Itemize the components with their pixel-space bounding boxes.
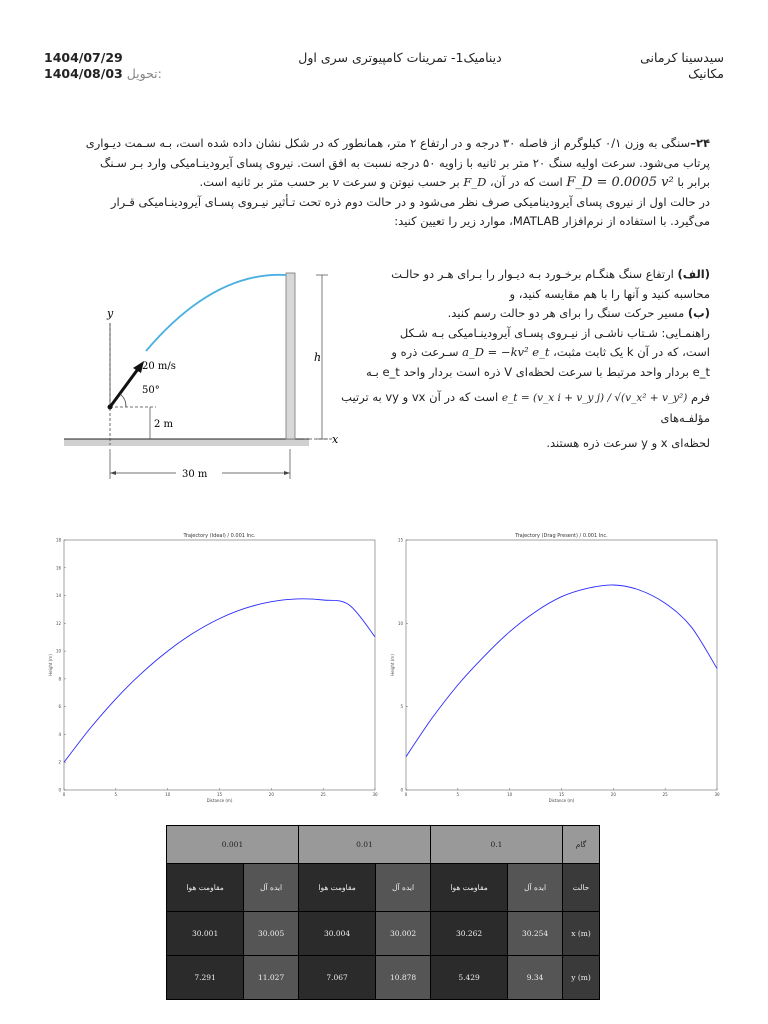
header-subject: مکانیک: [688, 66, 724, 81]
problem-number: ۲۴–: [690, 136, 710, 150]
header-due-date: 1404/08/03: [44, 66, 123, 81]
x-tick-label: 5: [114, 792, 118, 797]
header-due: [44, 66, 162, 81]
case-label: حالت: [563, 864, 600, 912]
header-course: دینامیک1- تمرینات کامپیوتری سری اول: [298, 50, 502, 65]
y-tick-label: 0: [400, 787, 403, 793]
label-x: x: [332, 433, 339, 446]
y-axis-label: Height (m): [48, 654, 53, 676]
case-ideal-2: ایده آل: [376, 864, 431, 912]
y-tick-label: 12: [55, 620, 61, 626]
y-tick-label: 16: [55, 565, 61, 571]
problem-statement: ۲۴–سنگی به وزن ۰/۱ کیلوگرم از فاصله ۳۰ درجه و در ارتفاع ۲ متر، همانطور که در شکل نشان داده شده است، بـه سـمت دیـواری پرتاب می‌شود. سرعت اولیه سنگ ۲۰ متر بر ثانیه با زاویه ۵۰ درجه نسبت به افق است. نیروی پسای آیرودینـامیکی وارد بـر سـنگ برابر با F_D = 0.0005 v² است که در آن، F_D بر حسب نیوتن و سرعت v بر حسب متر بر ثانیه است. در حالت اول از نیروی پسای آیرودینامیکی صرف نظر می‌شود و در حالت دوم ذره تحت تـأثیر نیـروی پسـای آیرودینـامیکی قـرار می‌گیرد. با استفاده از نرم‌افزار MATLAB، موارد زیر را تعیین کنید:: [85, 136, 710, 228]
x-tick-label: 25: [320, 792, 326, 797]
y-tick-label: 2: [58, 759, 61, 765]
case-drag-2: مقاومت هوا: [298, 864, 375, 912]
case-ideal-1: ایده آل: [244, 864, 299, 912]
plot-frame: [64, 540, 375, 790]
x-tick-label: 10: [165, 792, 171, 797]
label-angle: 50°: [142, 385, 160, 396]
table-row: 30.001 30.005 30.004 30.002 30.262 30.254 x (m): [167, 912, 600, 956]
label-height: 2 m: [154, 419, 174, 430]
x-tick-label: 30: [372, 792, 378, 797]
wall: [286, 273, 295, 439]
y-tick-label: 15: [397, 537, 403, 543]
y-axis-label: Height (m): [390, 654, 395, 676]
problem-parts: (الف) ارتفاع سنگ هنگـام برخـورد بـه دیـوار را بـرای هـر دو حالـت محاسبه کنید و آنها را با هم مقایسه کنید، و (ب) مسیر حرکت سنگ را برای هر دو حالت رسم کنید. راهنمـایی: شـتاب ناشـی از نیـروی پسـای آیرودینـامیکی بـه شـکل است، که در آن k یک ثابت مثبت، a_D = −kv² e_t سـرعت ذره و e_t بردار واحد مرتبط با سرعت لحظه‌ای V ذره است بردار واحد e_t بـه فرم e_t = (v_x i + v_y j) / √(v_x² + v_y²) است که در آن vx و vy به ترتیب مؤلفـه‌های لحظه‌ای x و y سرعت ذره هستند.: [341, 267, 710, 450]
case-drag-1: مقاومت هوا: [167, 864, 244, 912]
x-tick-label: 25: [662, 792, 668, 797]
label-h: h: [314, 351, 322, 364]
y-tick-label: 4: [58, 731, 61, 737]
problem-figure: [64, 265, 340, 490]
y-tick-label: 8: [58, 676, 61, 682]
x-tick-label: 0: [404, 792, 408, 797]
header-due-label: تحویل:: [126, 66, 162, 81]
case-drag-3: مقاومت هوا: [430, 864, 507, 912]
header-author: سیدسینا کرمانی: [640, 50, 724, 65]
x-tick-label: 15: [558, 792, 565, 797]
step-header-1: 0.001: [167, 826, 299, 864]
label-y: y: [107, 307, 114, 320]
results-table: [166, 825, 600, 1000]
y-tick-label: 14: [55, 593, 61, 599]
y-tick-label: 0: [58, 787, 61, 793]
x-tick-label: 20: [610, 792, 616, 797]
ground: [64, 439, 309, 446]
table-row: 7.291 11.027 7.067 10.878 5.429 9.34 y (m): [167, 956, 600, 1000]
chart-ideal: [44, 528, 379, 808]
unit-vector-formula: e_t = (v_x i + v_y j) / √(v_x² + v_y²): [501, 392, 688, 404]
step-header-3: 0.1: [430, 826, 562, 864]
plot-frame: [406, 540, 717, 790]
case-ideal-3: ایده آل: [508, 864, 563, 912]
step-header-2: 0.01: [298, 826, 430, 864]
x-tick-label: 10: [507, 792, 513, 797]
y-tick-label: 10: [55, 648, 61, 654]
y-tick-label: 10: [397, 620, 403, 626]
chart-title: Trajectory (Drag Present) / 0.001 Inc.: [515, 533, 608, 539]
trajectory-curve: [146, 275, 286, 351]
chart-title: Trajectory (Ideal) / 0.001 Inc.: [183, 533, 256, 539]
header-date: 1404/07/29: [44, 50, 123, 65]
velocity-arrow: [110, 369, 138, 407]
chart-drag: [386, 528, 721, 808]
x-axis-label: Distance (m): [206, 798, 233, 803]
label-distance: 30 m: [182, 469, 208, 480]
drag-accel-formula: a_D = −kv² e_t: [462, 345, 550, 359]
x-tick-label: 20: [268, 792, 274, 797]
x-tick-label: 0: [62, 792, 66, 797]
x-tick-label: 30: [714, 792, 720, 797]
drag-formula: F_D = 0.0005 v²: [566, 175, 674, 190]
x-tick-label: 5: [456, 792, 460, 797]
y-tick-label: 18: [55, 537, 61, 543]
stone: [108, 405, 113, 410]
y-tick-label: 6: [58, 704, 61, 710]
x-axis-label: Distance (m): [548, 798, 575, 803]
x-tick-label: 15: [216, 792, 223, 797]
y-tick-label: 5: [400, 704, 403, 710]
label-speed: 20 m/s: [142, 361, 176, 372]
step-label: گام: [563, 826, 600, 864]
